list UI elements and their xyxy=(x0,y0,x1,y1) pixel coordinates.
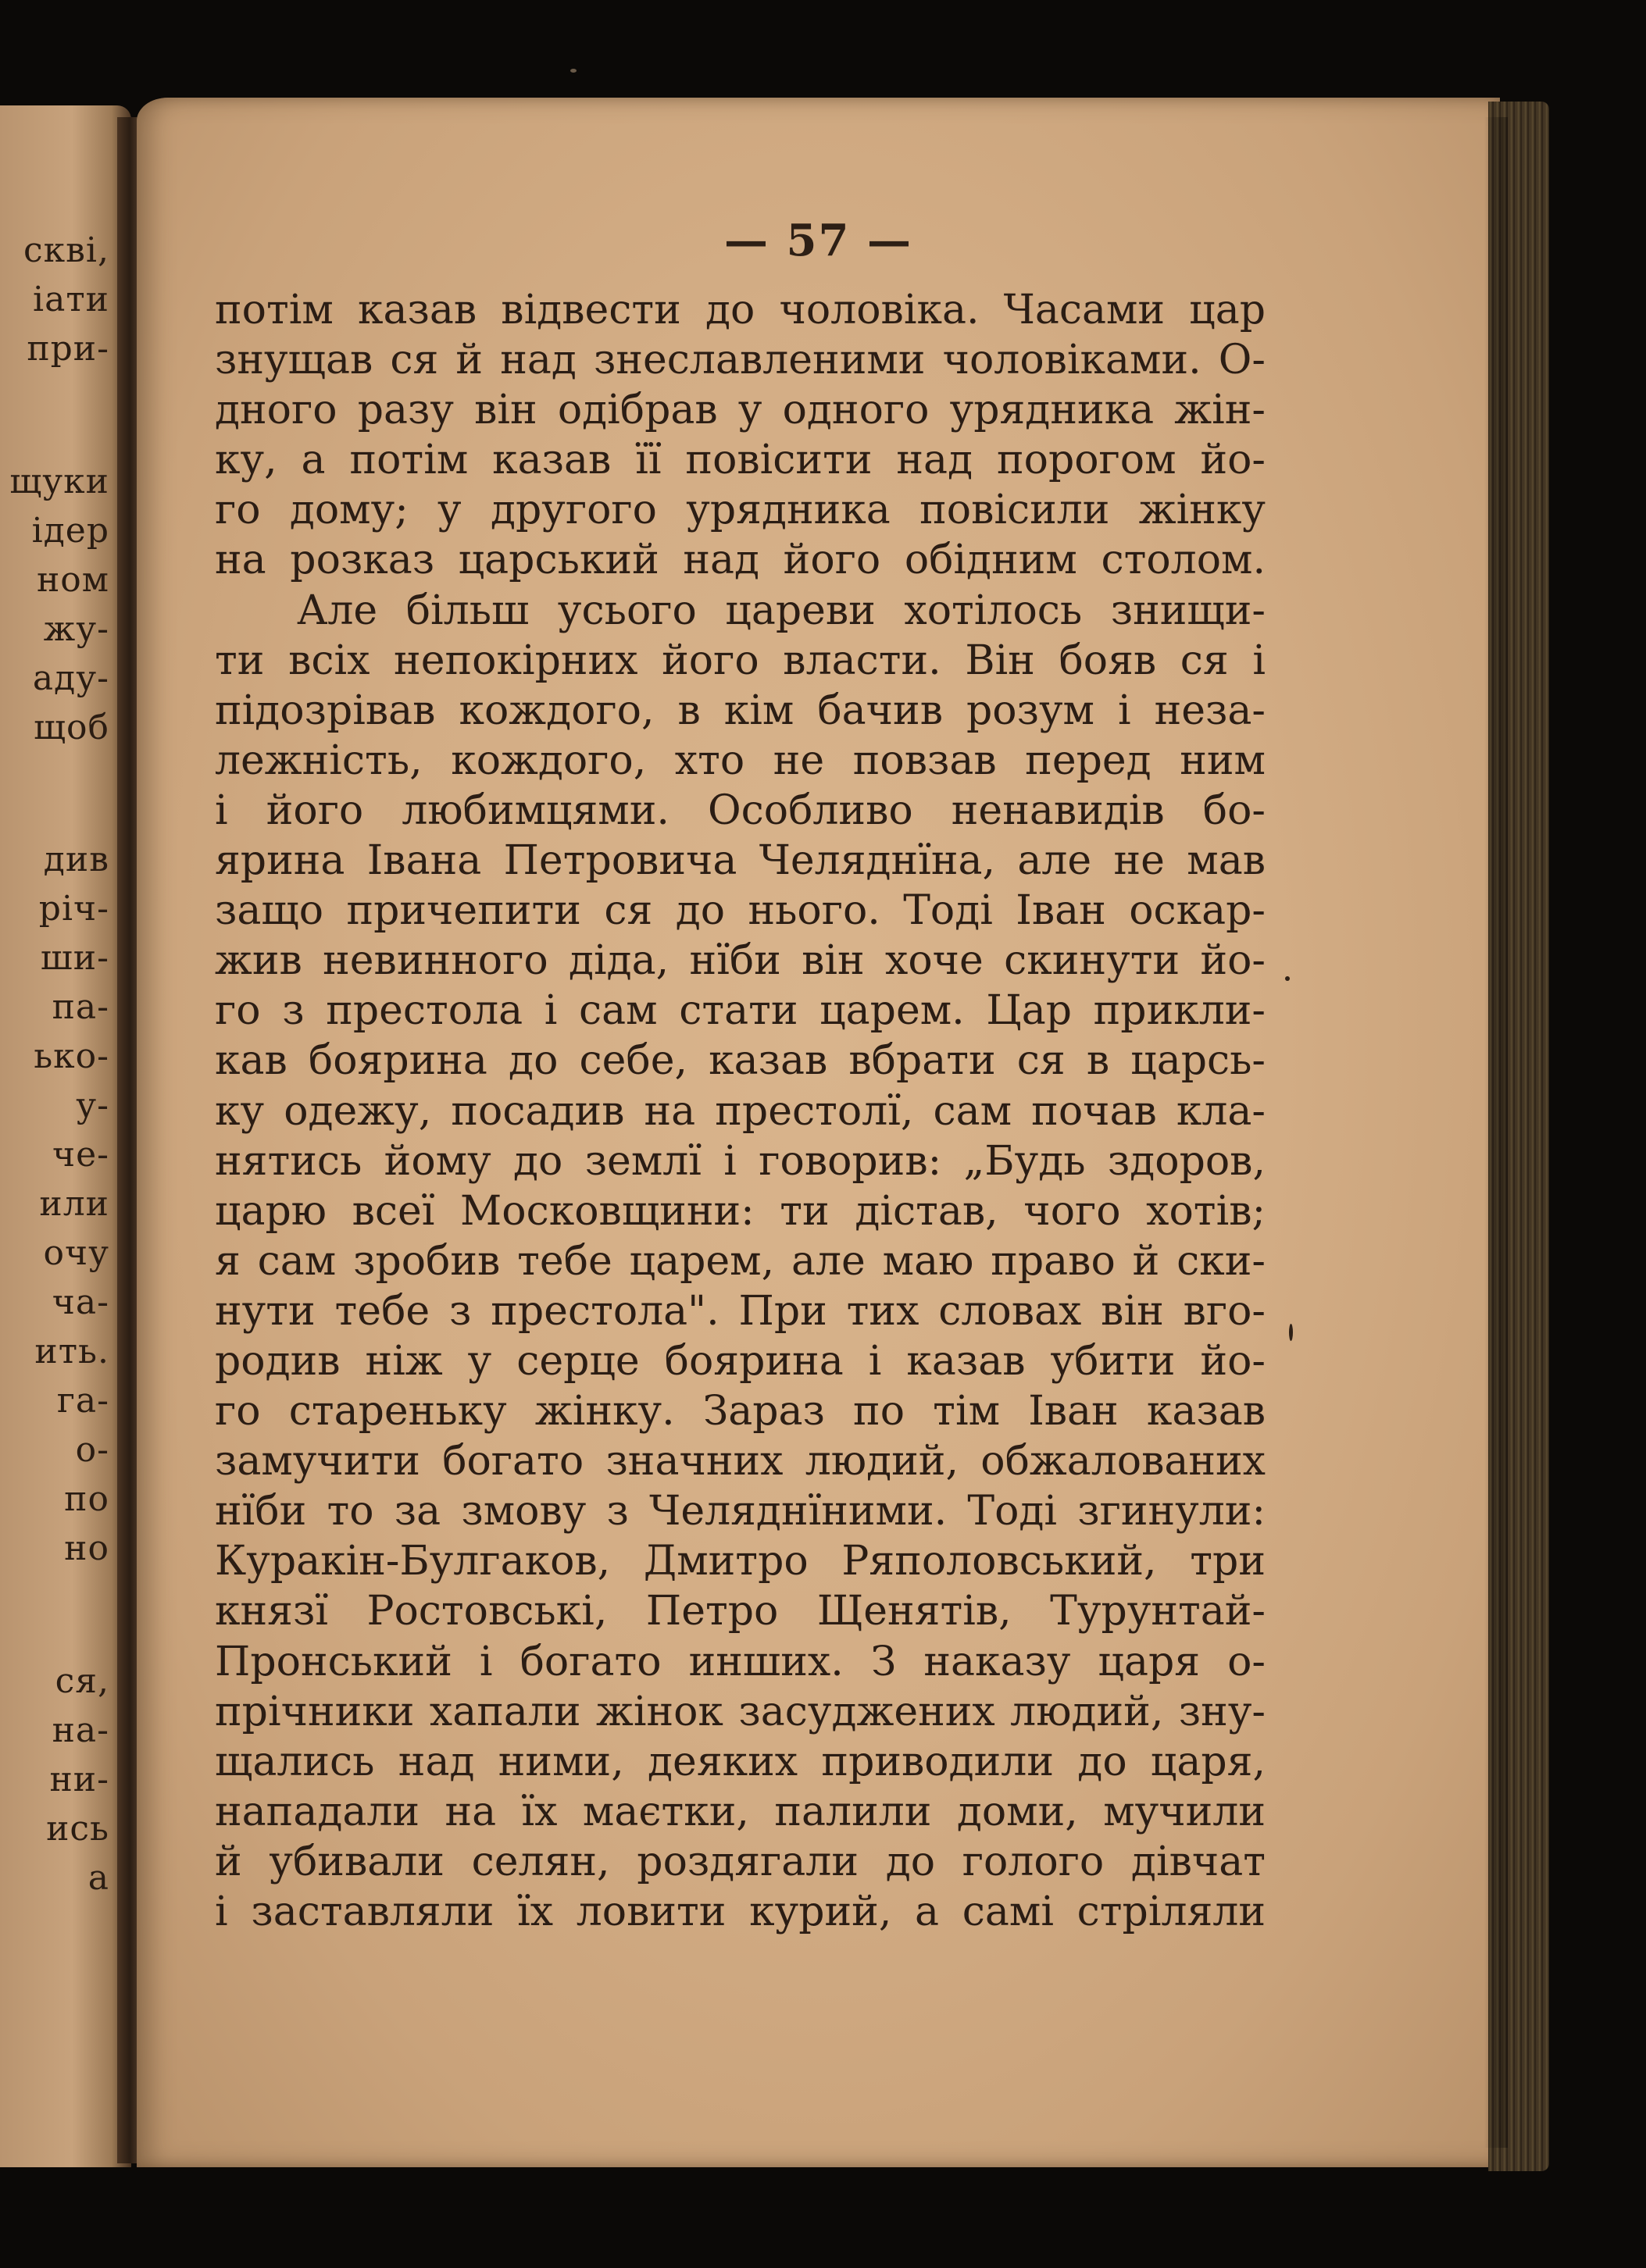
left-page-line-fragment: ча- xyxy=(52,1282,109,1322)
ink-speck xyxy=(1289,1324,1293,1341)
left-page-line-fragment: че- xyxy=(52,1135,109,1175)
text-line: защо причепити ся до нього. Тоді Іван оскар- xyxy=(215,887,1266,935)
left-page-line-fragment: га- xyxy=(56,1381,109,1421)
left-page-line-fragment: скві, xyxy=(23,230,109,270)
text-line: нїби то за змову з Челяднїними. Тоді згинули: xyxy=(215,1488,1266,1535)
text-line: князї Ростовські, Петро Щенятів, Турунтай- xyxy=(215,1588,1266,1635)
left-page-line-fragment: ни- xyxy=(49,1760,109,1799)
text-line: знущав ся й над знеславленими чоловіками. О- xyxy=(215,337,1266,384)
left-page-line-fragment: ько- xyxy=(34,1036,109,1076)
left-page-line-fragment: ном xyxy=(36,560,109,600)
text-line: дного разу він одібрав у одного урядника жін- xyxy=(215,387,1266,434)
left-page-line-fragment: ши- xyxy=(40,938,109,978)
left-page-line-fragment: при- xyxy=(27,329,109,369)
text-line: Але більш усього цареви хотілось знищи- xyxy=(297,587,1266,634)
text-line: Куракін-Булгаков, Дмитро Ряполовський, три xyxy=(215,1538,1266,1585)
book-page xyxy=(137,98,1500,2167)
text-line: го дому; у другого урядника повісили жінку xyxy=(215,487,1266,534)
text-line: прічники хапали жінок засуджених людий, зну- xyxy=(215,1688,1266,1735)
text-line: підозрівав кождого, в кім бачив розум і неза- xyxy=(215,686,1266,734)
left-page-line-fragment: о- xyxy=(75,1430,109,1470)
left-page-line-fragment: ідер xyxy=(31,511,109,551)
left-page-line-fragment: щуки xyxy=(9,462,109,501)
text-line: замучити богато значних людий, обжалованих xyxy=(215,1438,1266,1485)
text-line: нападали на їх маєтки, палили доми, мучили xyxy=(215,1788,1266,1835)
text-line: нути тебе з престола". При тих словах він вго- xyxy=(215,1287,1266,1335)
text-line: ку одежу, посадив на престолї, сам почав кла- xyxy=(215,1087,1266,1135)
text-line: ярина Івана Петровича Челяднїна, але не мав xyxy=(215,837,1266,885)
text-line: й убивали селян, роздягали до голого дівчат xyxy=(215,1838,1266,1885)
page-number: — 57 — xyxy=(724,215,912,266)
text-line: го стареньку жінку. Зараз по тім Іван казав xyxy=(215,1388,1266,1435)
dust-speck xyxy=(570,69,577,73)
left-page-line-fragment: очу xyxy=(43,1233,109,1273)
text-line: ти всіх непокірних його власти. Він бояв ся і xyxy=(215,637,1266,684)
left-page-line-fragment: iати xyxy=(33,280,109,319)
left-facing-page xyxy=(0,105,131,2167)
text-line: кав боярина до себе, казав вбрати ся в царсь- xyxy=(215,1037,1266,1085)
left-page-line-fragment: у- xyxy=(76,1086,109,1125)
text-line: Пронський і богато инших. З наказу царя о- xyxy=(215,1638,1266,1685)
left-page-line-fragment: жу- xyxy=(43,609,109,649)
left-page-line-fragment: річ- xyxy=(38,889,109,929)
text-line: лежність, кождого, хто не повзав перед ним xyxy=(215,736,1266,784)
text-line: го з престола і сам стати царем. Цар прикли- xyxy=(215,987,1266,1035)
left-page-line-fragment: ись xyxy=(46,1809,109,1849)
left-page-line-fragment: по xyxy=(64,1479,109,1519)
left-page-line-fragment: па- xyxy=(52,987,109,1027)
text-line: жив невинного діда, нїби він хоче скинути йо- xyxy=(215,937,1266,985)
text-line: на розказ царський над його обідним столом. xyxy=(215,537,1266,584)
text-line: і його любимцями. Особливо ненавидів бо- xyxy=(215,786,1266,834)
text-line: і заставляли їх ловити курий, а самі стріляли xyxy=(215,1888,1266,1935)
text-line: ку, а потім казав її повісити над порогом йо- xyxy=(215,437,1266,484)
text-line: родив ніж у серце боярина і казав убити йо- xyxy=(215,1337,1266,1385)
left-page-line-fragment: ся, xyxy=(55,1661,109,1701)
text-line: я сам зробив тебе царем, але маю право й ски- xyxy=(215,1237,1266,1285)
left-page-line-fragment: щоб xyxy=(34,708,109,747)
left-page-line-fragment: ить. xyxy=(34,1332,109,1371)
page-edge-shadow xyxy=(1484,117,1508,2148)
left-page-line-fragment: див xyxy=(43,840,109,879)
text-line: потім казав відвести до чоловіка. Часами цар xyxy=(215,287,1266,333)
left-page-line-fragment: или xyxy=(39,1184,109,1224)
text-line: царю всеї Московщини: ти дістав, чого хотів; xyxy=(215,1187,1266,1235)
text-line: щались над ними, деяких приводили до царя, xyxy=(215,1738,1266,1785)
page-text xyxy=(215,285,1266,1937)
left-page-line-fragment: но xyxy=(64,1528,109,1568)
text-line: нятись йому до землї і говорив: „Будь здоров, xyxy=(215,1137,1266,1185)
left-page-line-fragment: а xyxy=(87,1858,109,1898)
left-page-line-fragment: на- xyxy=(52,1710,109,1750)
left-page-line-fragment: аду- xyxy=(32,658,109,698)
ink-speck xyxy=(1285,976,1290,981)
